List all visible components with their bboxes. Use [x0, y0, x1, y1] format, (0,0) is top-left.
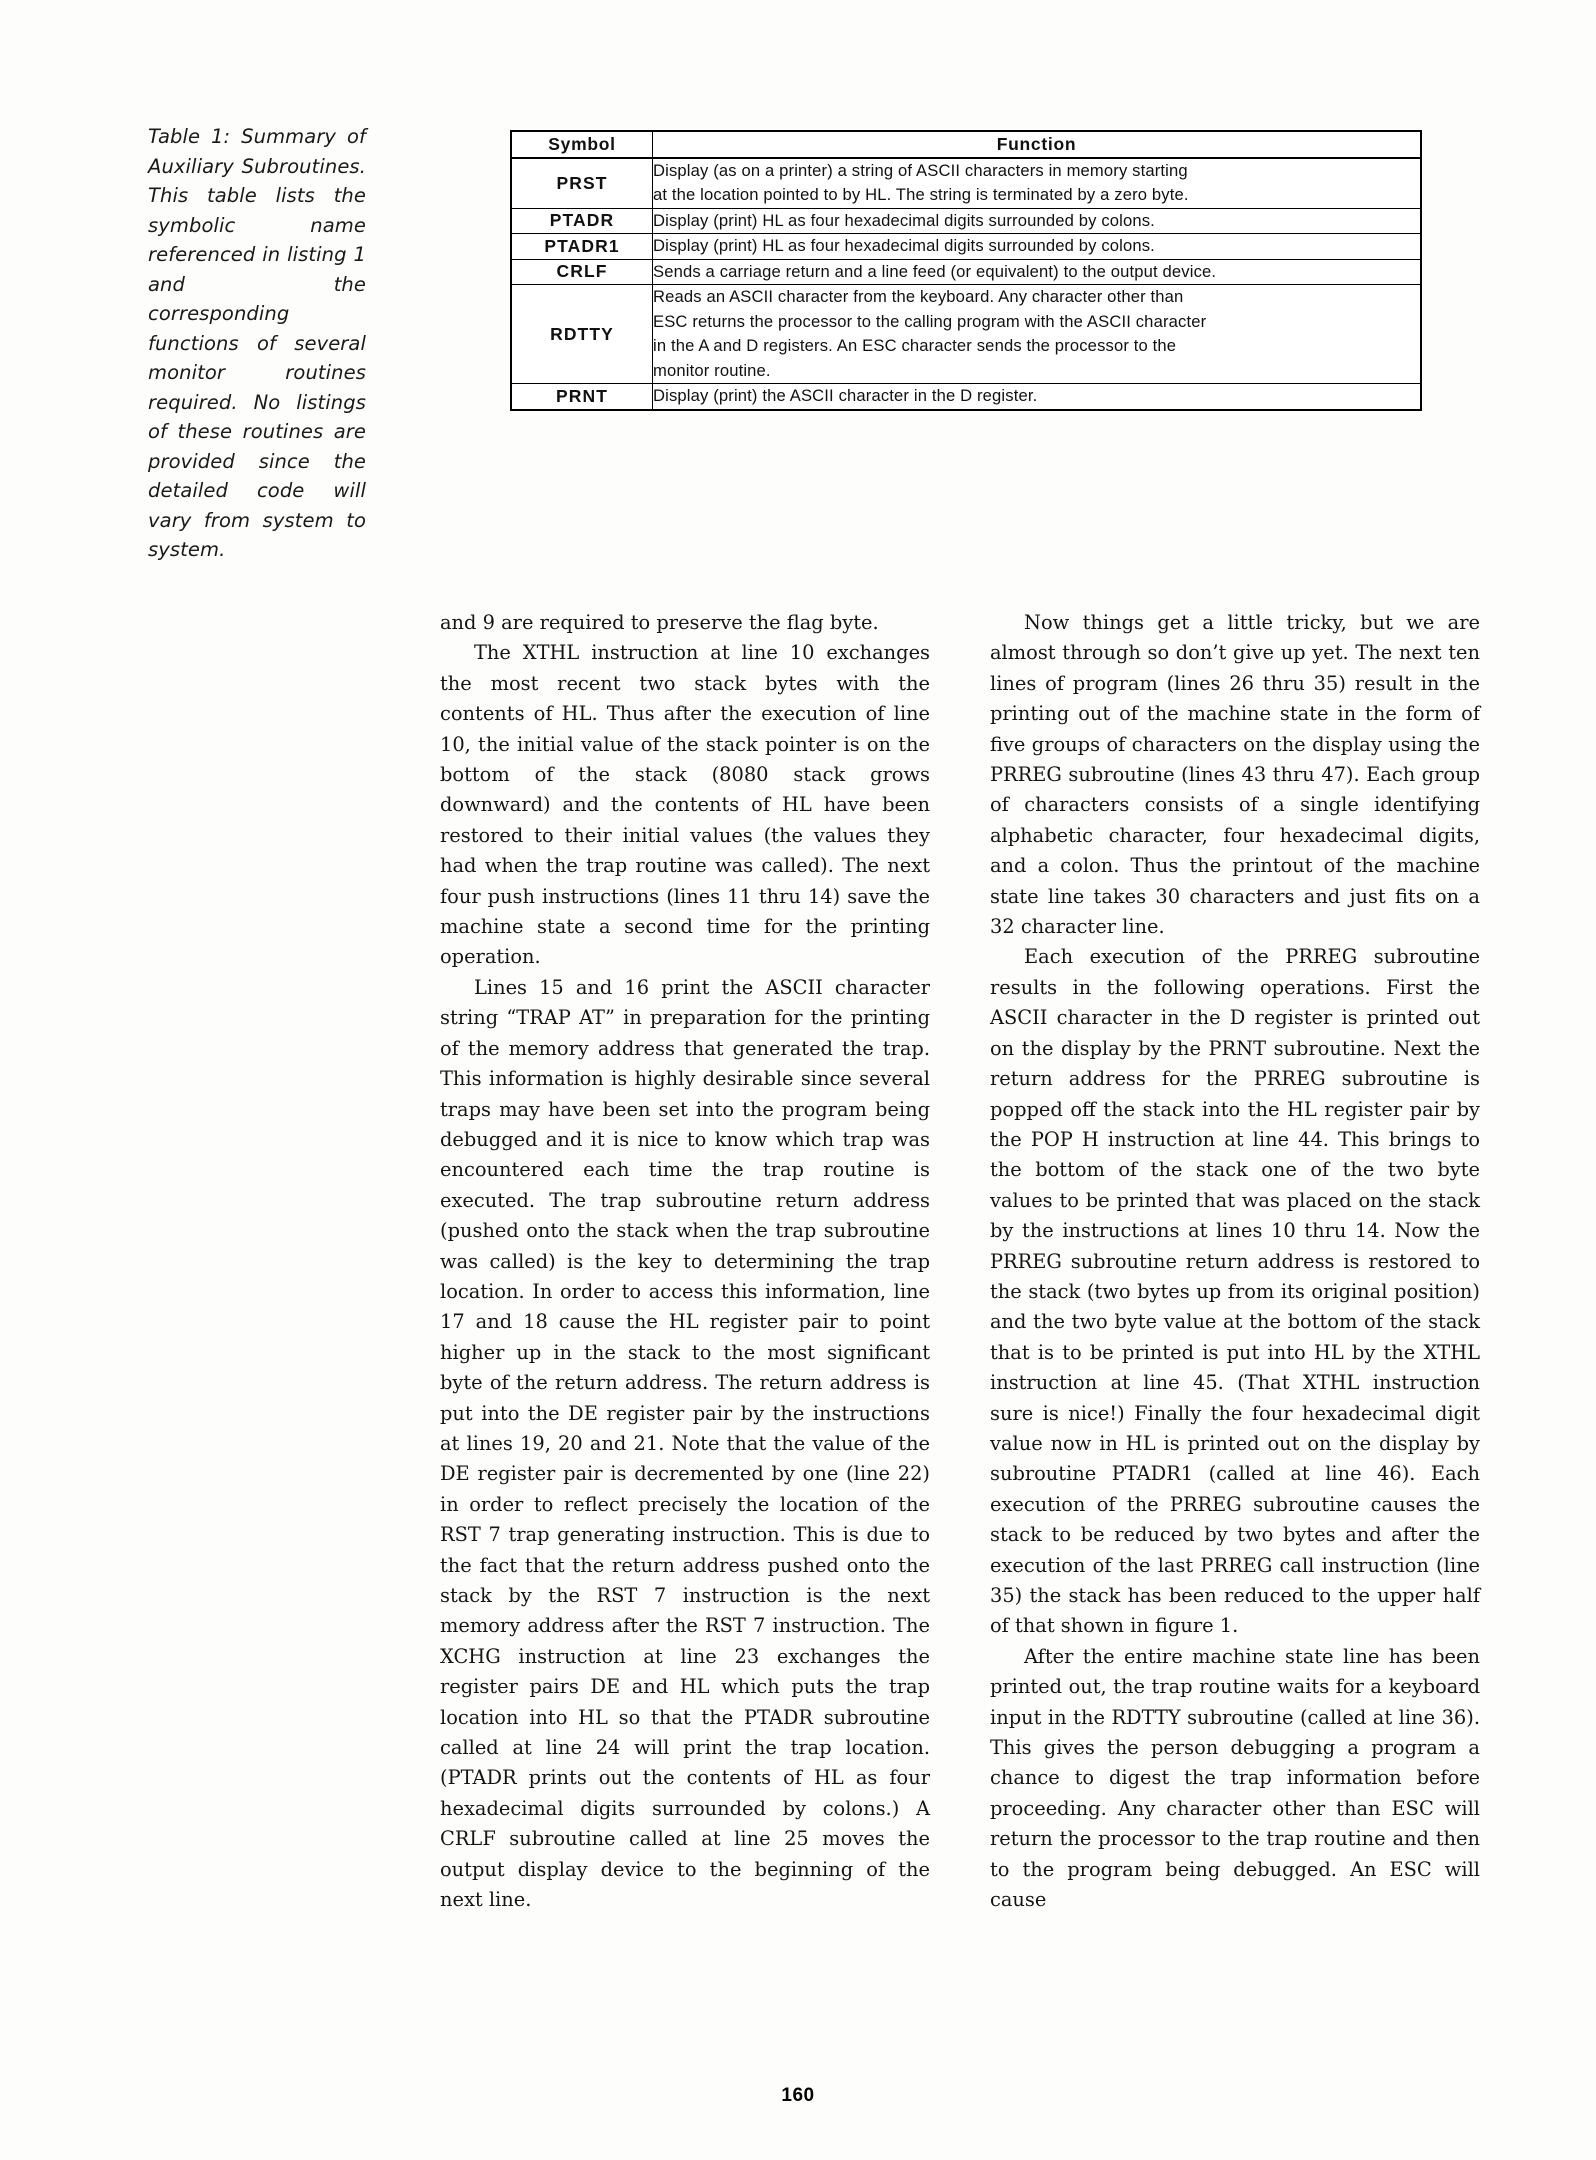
- function-line: monitor routine.: [653, 360, 771, 380]
- table-row: [511, 384, 1421, 410]
- paragraph: Each execution of the PRREG subroutine results in the following operations. First the ASCII character in the D register is printed out on the display by the PRNT subroutine. Next the return address for the PRREG subroutine is popped off the stack into the HL register pair by the POP H instruction at line 44. This brings to the bottom of the stack one of the two byte values to be printed that was placed on the stack by the instructions at lines 10 thru 14. Now the PRREG subroutine return address is restored to the stack (two bytes up from its original position) and the two byte value at the bottom of the stack that is to be printed is put into HL by the XTHL instruction at line 45. (That XTHL instruction sure is nice!) Finally the four hexadecimal digit value now in HL is printed out on the display by subroutine PTADR1 (called at line 46). Each execution of the PRREG subroutine causes the stack to be reduced by two bytes and after the execution of the last PRREG call instruction (line 35) the stack has been reduced to the upper half of that shown in figure 1.: [990, 945, 1480, 1638]
- cell-symbol: PRST: [511, 158, 653, 209]
- table-row: [511, 158, 1421, 209]
- cell-symbol: PRNT: [511, 384, 653, 410]
- cell-symbol: PTADR: [511, 208, 653, 234]
- table-body: [511, 158, 1421, 410]
- column-header-symbol: Symbol: [511, 131, 653, 158]
- cell-function: [653, 259, 1422, 285]
- paragraph: After the entire machine state line has been printed out, the trap routine waits for a keyboard input in the RDTTY subroutine (called at line 36). This gives the person debugging a program a chance to digest the trap information before proceeding. Any character other than ESC will return the processor to the trap routine and then to the program being debugged. An ESC will cause: [990, 1644, 1480, 1912]
- paragraph: and 9 are required to preserve the flag byte.: [440, 611, 879, 634]
- paragraph: Now things get a little tricky, but we are almost through so don’t give up yet. The next ten lines of program (lines 26 thru 35) result in the printing out of the machine state in the form of five groups of characters on the display using the PRREG subroutine (lines 43 thru 47). Each group of characters consists of a single identifying alphabetic character, four hexadecimal digits, and a colon. Thus the printout of the machine state line takes 30 characters and just fits on a 32 character line.: [990, 611, 1480, 939]
- summary-table-container: [510, 130, 1422, 411]
- body-column-right: [990, 608, 1480, 1915]
- cell-symbol: CRLF: [511, 259, 653, 285]
- function-line: Display (as on a printer) a string of ASCII characters in memory starting: [653, 160, 1188, 180]
- auxiliary-subroutines-table: [510, 130, 1422, 411]
- function-line: in the A and D registers. An ESC character sends the processor to the: [653, 336, 1177, 355]
- cell-function: [653, 158, 1422, 209]
- cell-function: [653, 285, 1422, 384]
- table-caption: Table 1: Summary of Auxiliary Subroutines. This table lists the symbolic name referenced in listing 1 and the corresponding functions of several monitor routines required. No listings of these routines are provided since the detailed code will vary from system to system.: [148, 125, 366, 561]
- function-line: Sends a carriage return and a line feed (or equivalent) to the output device.: [653, 261, 1217, 281]
- cell-symbol: RDTTY: [511, 285, 653, 384]
- paragraph: The XTHL instruction at line 10 exchanges the most recent two stack bytes with the contents of HL. Thus after the execution of line 10, the initial value of the stack pointer is on the bottom of the stack (8080 stack grows downward) and the contents of HL have been restored to their initial values (the values they had when the trap routine was called). The next four push instructions (lines 11 thru 14) save the machine state a second time for the printing operation.: [440, 641, 930, 969]
- table-row: [511, 234, 1421, 260]
- function-line: Display (print) the ASCII character in the D register.: [653, 386, 1038, 405]
- table-row: [511, 285, 1421, 384]
- cell-function: [653, 234, 1422, 260]
- column-header-function: Function: [653, 131, 1422, 158]
- table-row: [511, 208, 1421, 234]
- table-row: [511, 259, 1421, 285]
- table-head: [511, 131, 1421, 158]
- table-header-row: [511, 131, 1421, 158]
- cell-function: [653, 384, 1422, 410]
- body-column-left: [440, 608, 930, 1915]
- function-line: ESC returns the processor to the calling program with the ASCII character: [653, 311, 1207, 331]
- article-body: [440, 608, 1480, 1915]
- function-line: Display (print) HL as four hexadecimal digits surrounded by colons.: [653, 236, 1155, 255]
- paragraph: Lines 15 and 16 print the ASCII character string “TRAP AT” in preparation for the printing of the memory address that generated the trap. This information is highly desirable since several traps may have been set into the program being debugged and it is nice to know which trap was encountered each time the trap routine is executed. The trap subroutine return address (pushed onto the stack when the trap subroutine was called) is the key to determining the trap location. In order to access this information, line 17 and 18 cause the HL register pair to point higher up in the stack to the most significant byte of the return address. The return address is put into the DE register pair by the instructions at lines 19, 20 and 21. Note that the value of the DE register pair is decremented by one (line 22) in order to reflect precisely the location of the RST 7 trap generating instruction. This is due to the fact that the return address pushed onto the stack by the RST 7 instruction is the next memory address after the RST 7 instruction. The XCHG instruction at line 23 exchanges the register pairs DE and HL which puts the trap location into HL so that the PTADR subroutine called at line 24 will print the trap location. (PTADR prints out the contents of HL as four hexadecimal digits surrounded by colons.) A CRLF subroutine called at line 25 moves the output display device to the beginning of the next line.: [440, 975, 930, 1912]
- function-line: Display (print) HL as four hexadecimal digits surrounded by colons.: [653, 210, 1155, 230]
- cell-function: [653, 208, 1422, 234]
- cell-symbol: PTADR1: [511, 234, 653, 260]
- function-line: Reads an ASCII character from the keyboard. Any character other than: [653, 287, 1184, 306]
- page-number: 160: [781, 2085, 815, 2106]
- function-line: at the location pointed to by HL. The string is terminated by a zero byte.: [653, 185, 1189, 204]
